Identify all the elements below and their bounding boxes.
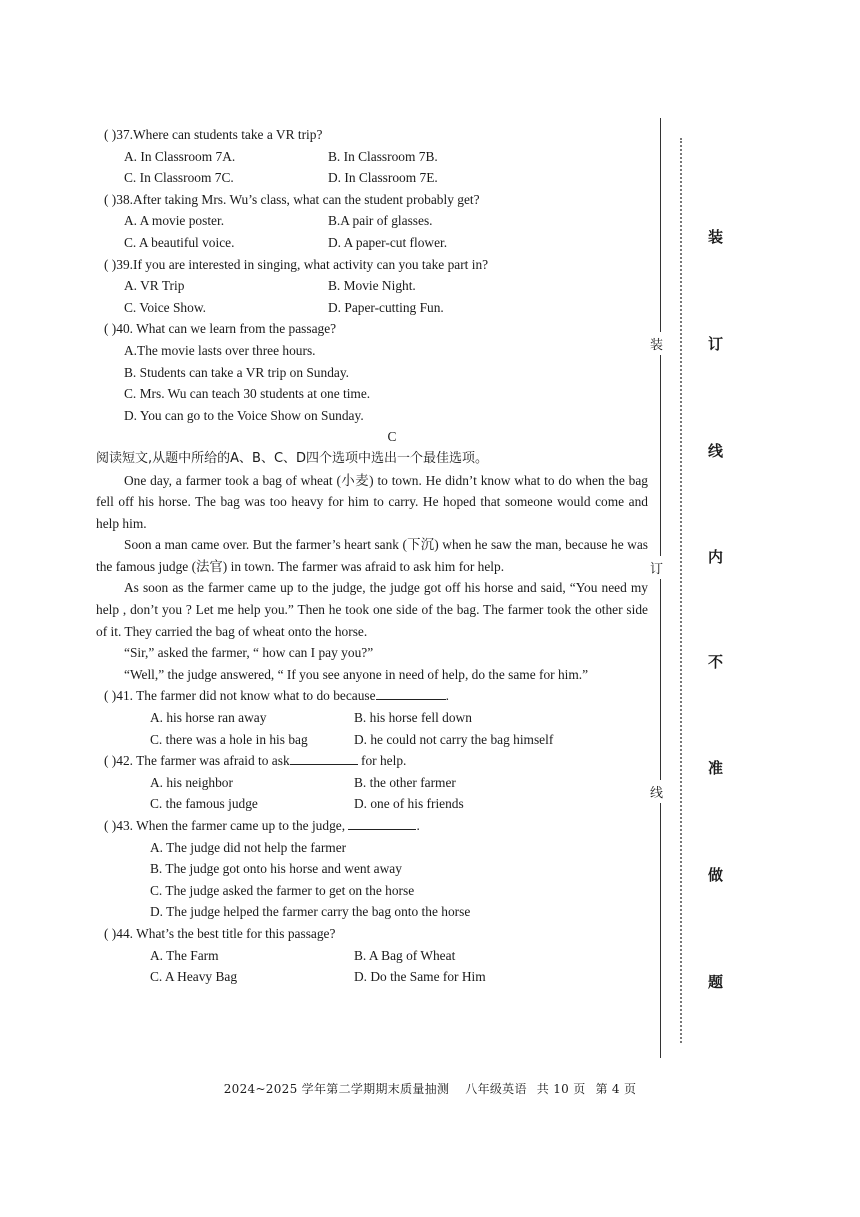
option-d: D. he could not carry the bag himself [354, 731, 554, 747]
warning-char: 题 [708, 973, 724, 991]
question-40 [96, 318, 648, 340]
question-stem: ( )44. What’s the best title for this passage? [104, 925, 336, 941]
section-instruction: 阅读短文,从题中所给的A、B、C、D四个选项中选出一个最佳选项。 [96, 450, 489, 466]
option-b: B. Students can take a VR trip on Sunday. [124, 364, 350, 380]
question-37 [96, 124, 648, 146]
options-row [96, 729, 648, 751]
question-content [96, 124, 648, 988]
option-b: B.A pair of glasses. [328, 213, 433, 229]
binding-label-ding: 订 [650, 556, 663, 579]
warning-char: 订 [708, 335, 724, 353]
footer-subject: 八年级英语 [465, 1082, 527, 1096]
option-a: A. The judge did not help the farmer [150, 839, 347, 855]
passage-paragraph: One day, a farmer took a bag of wheat (小麦) to town. He didn’t know what to do when the bag fell off his horse. The bag was too heavy for him to carry. He hoped that someone would come and help him. [96, 472, 648, 531]
binding-line [660, 118, 661, 1058]
question-stem: ( )41. The farmer did not know what to do because [104, 688, 376, 704]
option-b: B. the other farmer [354, 774, 456, 790]
options-row [96, 707, 648, 729]
option-c: C. A beautiful voice. [124, 234, 235, 250]
option-b: B. Movie Night. [328, 278, 416, 294]
options-row [96, 966, 648, 988]
passage-paragraph: Soon a man came over. But the farmer’s heart sank (下沉) when he saw the man, because he was the famous judge (法官) in town. The farmer was afraid to ask him for help. [96, 537, 648, 574]
warning-char: 不 [708, 653, 724, 671]
question-stem: ( )43. When the farmer came up to the judge, [104, 818, 346, 833]
binding-label-xian: 线 [650, 780, 663, 803]
question-stem-end: . [416, 818, 420, 833]
question-stem-end: . [445, 688, 449, 704]
warning-char: 做 [708, 866, 724, 884]
question-41 [96, 685, 648, 707]
passage-paragraph: “Sir,” asked the farmer, “ how can I pay you?” [124, 645, 374, 661]
option-d: D. You can go to the Voice Show on Sunday. [124, 407, 364, 423]
options-row [96, 146, 648, 168]
options-row [96, 772, 648, 794]
option-a: A.The movie lasts over three hours. [124, 342, 316, 358]
option-d: D. Paper-cutting Fun. [328, 299, 444, 315]
option-c: C. The judge asked the farmer to get on the horse [150, 882, 415, 898]
warning-char: 装 [708, 228, 724, 246]
question-39 [96, 254, 648, 276]
option-b: B. his horse fell down [354, 710, 472, 726]
option-b: B. The judge got onto his horse and went away [150, 861, 402, 877]
option-a: A. VR Trip [124, 278, 185, 294]
question-stem-end: for help. [357, 753, 407, 769]
binding-margin [648, 118, 708, 1058]
option-d: D. The judge helped the farmer carry the bag onto the horse [150, 904, 471, 920]
option-a: A. A movie poster. [124, 213, 225, 229]
question-42 [96, 750, 648, 772]
question-43 [96, 815, 648, 837]
options-row [96, 232, 648, 254]
option-a: A. In Classroom 7A. [124, 148, 236, 164]
answer-blank [348, 816, 416, 830]
options-row [96, 167, 648, 189]
passage-paragraph: “Well,” the judge answered, “ If you see anyone in need of help, do the same for him.” [124, 666, 589, 682]
question-stem: ( )38.After taking Mrs. Wu’s class, what can the student probably get? [104, 191, 480, 207]
footer-term: 2024~2025 学年第二学期期末质量抽测 [223, 1082, 450, 1096]
option-a: A. his horse ran away [150, 710, 267, 726]
option-c: C. there was a hole in his bag [150, 731, 308, 747]
question-stem: ( )37.Where can students take a VR trip? [104, 127, 323, 142]
section-heading: C [387, 429, 397, 445]
option-a: A. The Farm [150, 947, 219, 963]
options-row [96, 297, 648, 319]
option-c: C. the famous judge [150, 796, 258, 812]
passage-paragraph: As soon as the farmer came up to the judge, the judge got off his horse and said, “You need my help , don’t you ? Let me help you.” Then he took one side of the bag. The farmer took the other side of it. They carried the bag of wheat onto the horse. [96, 580, 648, 639]
answer-blank [290, 751, 358, 765]
footer-page-number: 第 4 页 [595, 1082, 637, 1096]
question-stem: ( )40. What can we learn from the passage? [104, 321, 337, 337]
options-row [96, 275, 648, 297]
page-footer [0, 1080, 860, 1097]
question-stem: ( )42. The farmer was afraid to ask [104, 753, 290, 769]
question-38 [96, 189, 648, 211]
question-44 [96, 923, 648, 945]
option-d: D. A paper-cut flower. [328, 234, 448, 250]
option-b: B. A Bag of Wheat [354, 947, 456, 963]
option-d: D. Do the Same for Him [354, 969, 486, 985]
option-c: C. A Heavy Bag [150, 969, 238, 985]
options-row [96, 945, 648, 967]
option-d: D. one of his friends [354, 796, 464, 812]
option-a: A. his neighbor [150, 774, 233, 790]
binding-dotted-line [680, 138, 682, 1043]
answer-blank [376, 686, 446, 700]
options-row [96, 793, 648, 815]
options-row [96, 210, 648, 232]
option-c: C. Voice Show. [124, 299, 206, 315]
footer-total-pages: 共 10 页 [536, 1082, 586, 1096]
binding-label-zhuang: 装 [650, 332, 663, 355]
option-c: C. In Classroom 7C. [124, 170, 234, 186]
option-c: C. Mrs. Wu can teach 30 students at one time. [124, 386, 371, 402]
question-stem: ( )39.If you are interested in singing, what activity can you take part in? [104, 256, 489, 272]
warning-char: 准 [708, 759, 724, 777]
option-d: D. In Classroom 7E. [328, 170, 438, 186]
option-b: B. In Classroom 7B. [328, 148, 438, 164]
warning-char: 内 [708, 548, 724, 566]
warning-char: 线 [708, 442, 724, 460]
